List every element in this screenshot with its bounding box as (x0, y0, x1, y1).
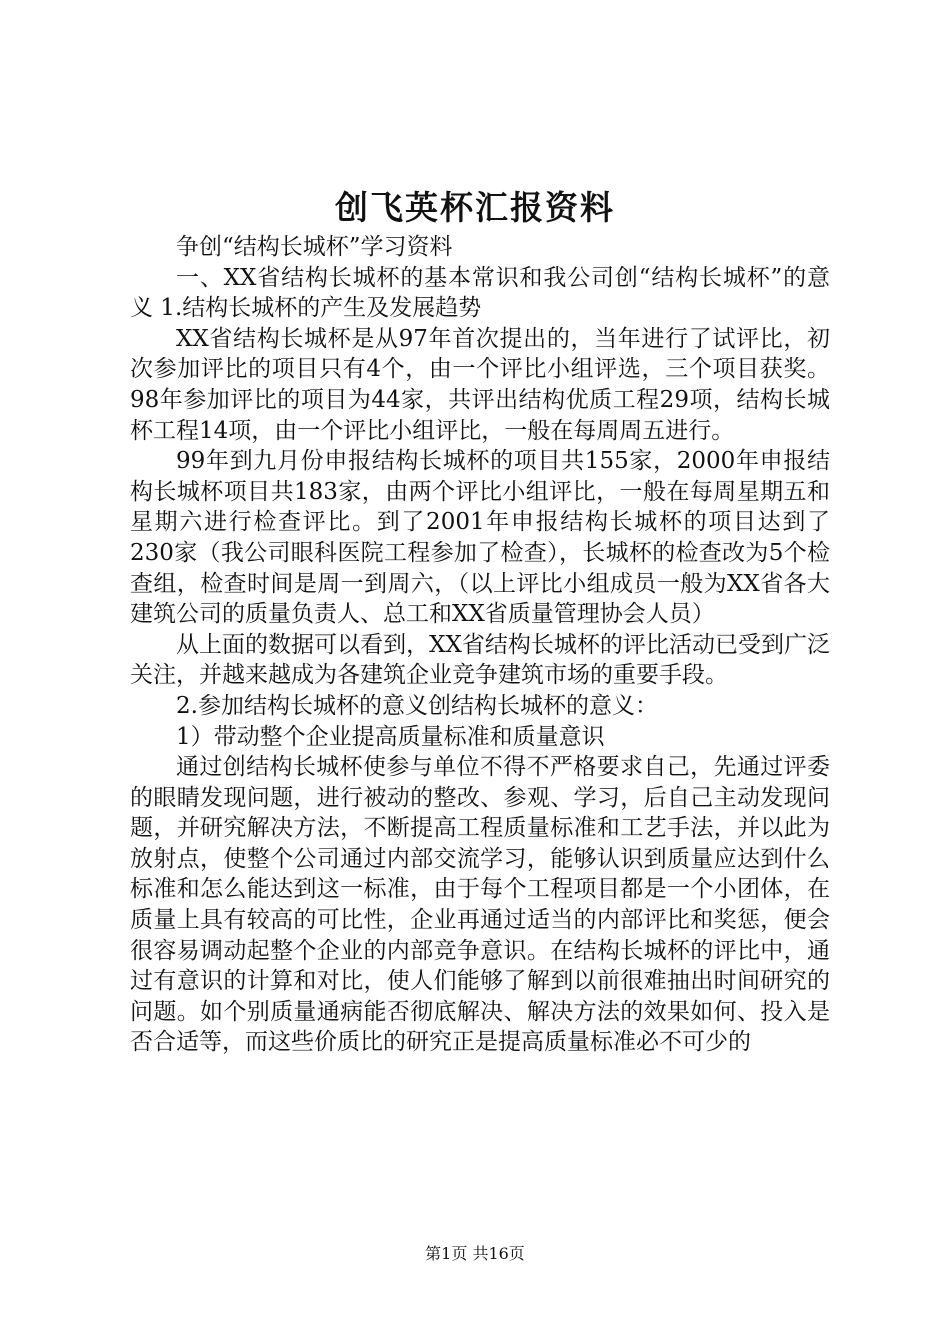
page-number-footer: 第1页 共16页 (425, 1244, 525, 1263)
paragraph: XX省结构长城杯是从97年首次提出的，当年进行了试评比，初次参加评比的项目只有4个，由一个评比小组评选，三个项目获奖。98年参加评比的项目为44家，共评出结构优质工程29项，结构长城杯工程14项，由一个评比小组评比，一般在每周周五进行。 (130, 325, 830, 444)
paragraph: 争创“结构长城杯”学习资料 (176, 234, 453, 260)
paragraph: 从上面的数据可以看到，XX省结构长城杯的评比活动已受到广泛关注，并越来越成为各建筑企业竞争建筑市场的重要手段。 (130, 631, 830, 689)
paragraph: 一、XX省结构长城杯的基本常识和我公司创“结构长城杯”的意义 1.结构长城杯的产生及发展趋势 (130, 264, 830, 322)
document-body (130, 232, 830, 1058)
paragraph: 99年到九月份申报结构长城杯的项目共155家，2000年申报结构长城杯项目共183家，由两个评比小组评比，一般在每周星期五和星期六进行检查评比。到了2001年申报结构长城杯的项目达到了230家（我公司眼科医院工程参加了检查），长城杯的检查改为5个检查组，检查时间是周一到周六，（以上评比小组成员一般为XX省各大建筑公司的质量负责人、总工和XX省质量管理协会人员） (130, 448, 830, 628)
paragraph: 2.参加结构长城杯的意义创结构长城杯的意义： (176, 692, 658, 719)
paragraph: 1）带动整个企业提高质量标准和质量意识 (176, 723, 605, 750)
paragraph: 通过创结构长城杯使参与单位不得不严格要求自己，先通过评委的眼睛发现问题，进行被动的整改、参观、学习，后自己主动发现问题，并研究解决方法，不断提高工程质量标准和工艺手法，并以此为放射点，使整个公司通过内部交流学习，能够认识到质量应达到什么标准和怎么能达到这一标准，由于每个工程项目都是一个小团体，在质量上具有较高的可比性，企业再通过适当的内部评比和奖惩，便会很容易调动起整个企业的内部竞争意识。在结构长城杯的评比中，通过有意识的计算和对比，使人们能够了解到以前很难抽出时间研究的问题。如个别质量通病能否彻底解决、解决方法的效果如何、投入是否合适等，而这些价质比的研究正是提高质量标准必不可少的 (130, 754, 830, 1056)
document-title: 创飞英杯汇报资料 (335, 188, 615, 227)
